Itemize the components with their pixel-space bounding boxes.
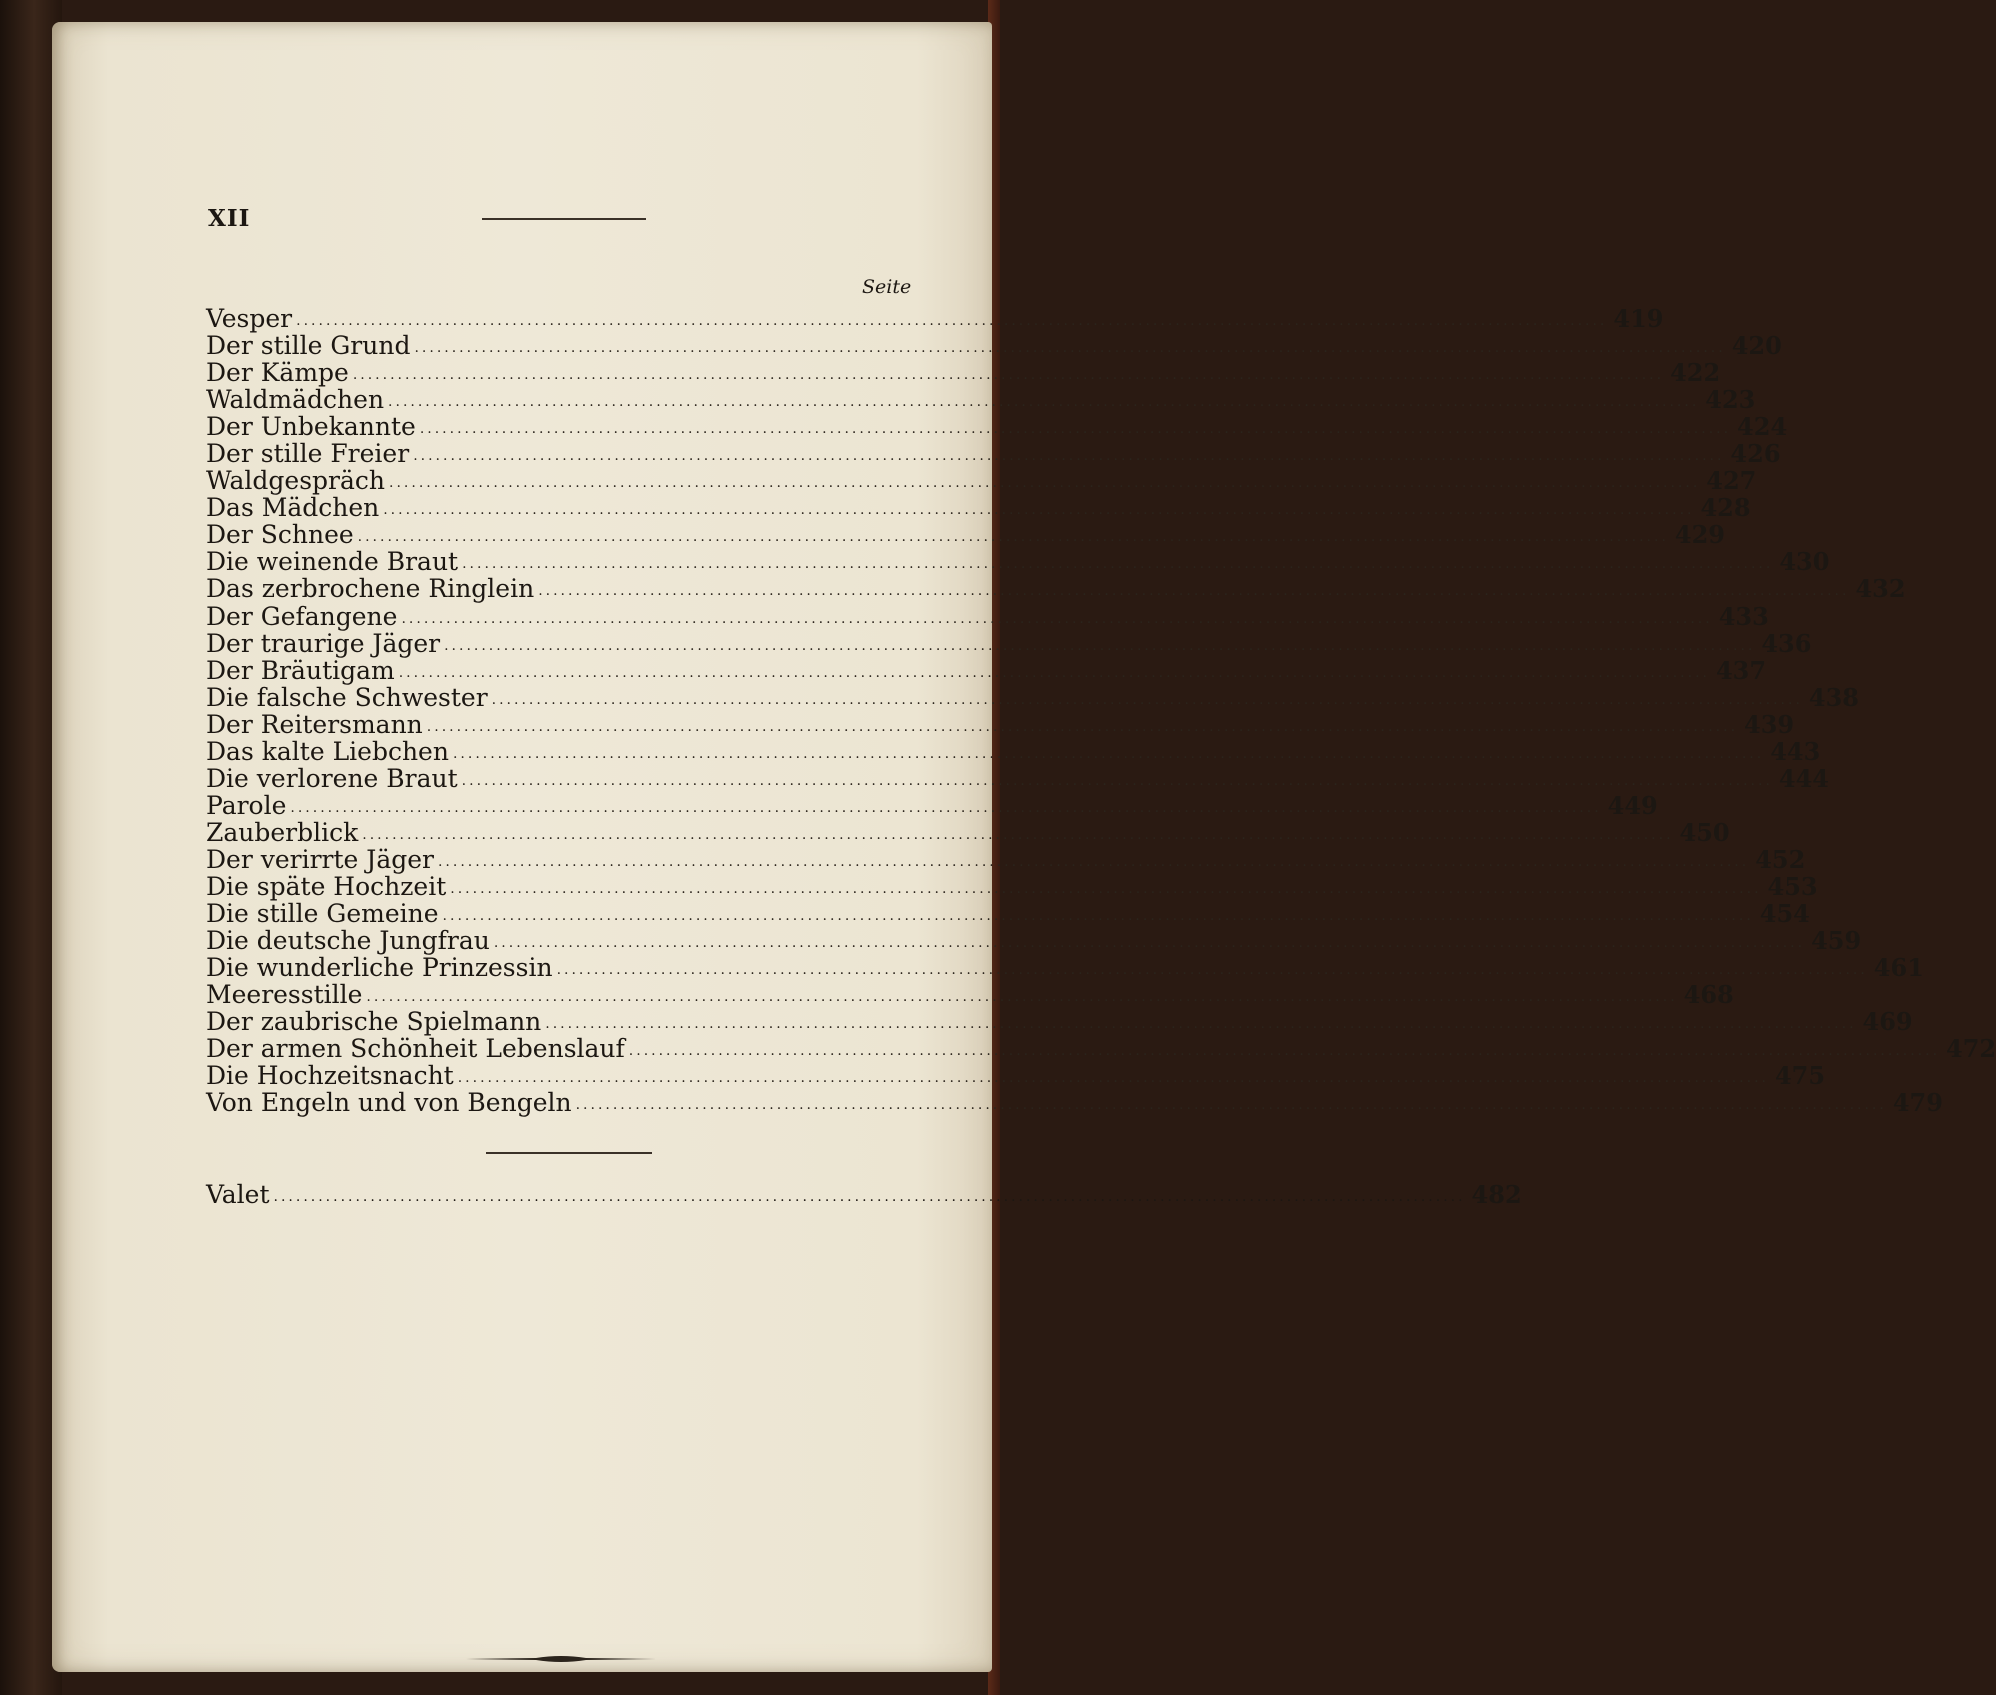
toc-entry-title: Vesper — [206, 304, 293, 333]
toc-entry-page: 449 — [1607, 790, 1658, 820]
end-ornament — [466, 1654, 656, 1664]
toc-entry-page: 422 — [1670, 358, 1721, 388]
toc-final-entry — [206, 1180, 1522, 1209]
toc-entry-title: Der traurige Jäger — [206, 628, 441, 658]
toc-entry-page: 419 — [1613, 304, 1664, 333]
toc-entry-page: 438 — [1808, 682, 1859, 712]
toc-entry-page: 453 — [1767, 871, 1818, 901]
dot-leader — [290, 800, 1601, 816]
toc-entry-page: 452 — [1755, 844, 1806, 874]
dot-leader — [362, 827, 1673, 843]
dot-leader: ................................................................................................................................................................ — [273, 1189, 1466, 1205]
dot-leader — [296, 313, 1607, 329]
toc-entry — [206, 871, 1818, 901]
toc-entry — [206, 736, 1821, 766]
toc-entry-title: Waldgespräch — [206, 466, 386, 496]
toc-entry-page: 433 — [1718, 601, 1769, 631]
toc-entry-title: Die stille Gemeine — [206, 899, 439, 929]
toc-entry-title: Das kalte Liebchen — [206, 736, 449, 766]
dot-leader — [458, 1070, 1769, 1086]
toc-entry-title: Die Hochzeitsnacht — [206, 1061, 454, 1091]
toc-entry-title: Der stille Freier — [206, 439, 410, 469]
toc-entry — [206, 601, 1769, 631]
toc-entry-title: Zauberblick — [206, 817, 359, 847]
toc-entry-title: Der Bräutigam — [206, 655, 395, 685]
toc-entry-page: 454 — [1759, 899, 1810, 929]
toc-entry — [206, 980, 1734, 1010]
toc-entry-title: Der Schnee — [206, 520, 354, 550]
toc-entry — [206, 790, 1658, 820]
toc-entry — [206, 1088, 1943, 1118]
toc-entry-page: 423 — [1705, 385, 1756, 415]
toc-entry-page: 475 — [1774, 1061, 1826, 1091]
dot-leader — [545, 1016, 1856, 1032]
table-of-contents — [206, 304, 1996, 1118]
toc-entry — [206, 520, 1725, 550]
toc-entry — [206, 817, 1730, 847]
toc-entry-page: 461 — [1873, 953, 1924, 983]
running-head-page-number: XII — [208, 205, 251, 232]
toc-entry-title: Parole — [206, 790, 287, 820]
toc-entry-title: Der verirrte Jäger — [206, 844, 434, 874]
dot-leader — [462, 773, 1773, 789]
toc-entry — [206, 412, 1788, 442]
dot-leader — [492, 692, 1803, 708]
toc-entry — [206, 1007, 1913, 1037]
toc-entry — [206, 466, 1757, 496]
toc-entry — [206, 899, 1810, 929]
toc-entry-page: 472 — [1946, 1034, 1996, 1064]
toc-entry — [206, 709, 1795, 739]
dot-leader — [443, 908, 1754, 924]
header-rule — [482, 218, 646, 220]
toc-entry-page: 437 — [1715, 655, 1767, 685]
toc-entry — [206, 682, 1859, 712]
toc-entry — [206, 331, 1782, 361]
page-column-label: Seite — [862, 276, 912, 298]
toc-entry — [206, 1034, 1996, 1064]
toc-entry-title: Die falsche Schwester — [206, 682, 488, 712]
toc-entry-title: Die wunderliche Prinzessin — [206, 953, 553, 983]
toc-entry-title: Valet — [206, 1180, 270, 1209]
toc-entry — [206, 1061, 1826, 1091]
toc-entry-page: 420 — [1731, 331, 1782, 361]
toc-entry-page: 428 — [1700, 493, 1751, 523]
dot-leader — [444, 638, 1755, 654]
toc-entry — [206, 1180, 1522, 1209]
toc-entry-title: Der Gefangene — [206, 601, 398, 631]
dot-leader — [389, 475, 1700, 491]
toc-entry-page: 450 — [1679, 817, 1730, 847]
toc-entry — [206, 358, 1721, 388]
toc-entry — [206, 844, 1806, 874]
toc-entry-title: Der Reitersmann — [206, 709, 423, 739]
toc-entry — [206, 953, 1924, 983]
toc-entry-title: Der stille Grund — [206, 331, 411, 361]
dot-leader — [557, 962, 1868, 978]
toc-entry — [206, 574, 1906, 604]
toc-entry-page: 468 — [1683, 980, 1734, 1010]
toc-entry-page: 430 — [1779, 547, 1830, 577]
dot-leader — [427, 719, 1738, 735]
toc-entry-title: Der armen Schönheit Lebenslauf — [206, 1034, 625, 1064]
section-divider-rule — [486, 1152, 652, 1154]
dot-leader — [399, 665, 1710, 681]
dot-leader — [453, 746, 1764, 762]
toc-entry-page: 439 — [1744, 709, 1795, 739]
dot-leader — [366, 989, 1677, 1005]
dot-leader — [494, 935, 1805, 951]
toc-entry-page: 429 — [1674, 520, 1725, 550]
toc-entry-title: Das zerbrochene Ringlein — [206, 574, 535, 604]
toc-entry-title: Der Unbekannte — [206, 412, 416, 442]
toc-entry-page: 424 — [1737, 412, 1788, 442]
dot-leader — [462, 556, 1773, 572]
toc-entry-page: 443 — [1770, 736, 1821, 766]
dot-leader — [576, 1097, 1887, 1113]
dot-leader — [383, 502, 1694, 518]
toc-entry — [206, 655, 1767, 685]
toc-entry — [206, 385, 1756, 415]
toc-entry — [206, 439, 1781, 469]
toc-entry-title: Meeresstille — [206, 980, 363, 1010]
toc-entry — [206, 304, 1664, 333]
dot-leader — [353, 367, 1664, 383]
toc-entry-page: 436 — [1761, 628, 1812, 658]
dot-leader — [388, 394, 1699, 410]
toc-entry-page: 482 — [1471, 1180, 1522, 1209]
toc-entry — [206, 547, 1830, 577]
toc-entry — [206, 926, 1862, 956]
toc-entry-title: Die weinende Braut — [206, 547, 459, 577]
toc-entry-title: Waldmädchen — [206, 385, 385, 415]
dot-leader — [414, 340, 1725, 356]
toc-entry-page: 444 — [1778, 763, 1830, 793]
toc-entry — [206, 763, 1830, 793]
dot-leader — [420, 421, 1731, 437]
dot-leader — [438, 854, 1749, 870]
toc-entry-title: Die deutsche Jungfrau — [206, 926, 490, 956]
toc-entry-title: Von Engeln und von Bengeln — [206, 1088, 572, 1118]
toc-entry-page: 427 — [1706, 466, 1757, 496]
toc-entry-page: 426 — [1730, 439, 1781, 469]
toc-entry-title: Die späte Hochzeit — [206, 871, 447, 901]
toc-entry-page: 432 — [1855, 574, 1906, 604]
dot-leader — [450, 881, 1761, 897]
dot-leader — [413, 448, 1724, 464]
toc-entry-title: Das Mädchen — [206, 493, 380, 523]
dot-leader — [401, 611, 1712, 627]
toc-entry-title: Der Kämpe — [206, 358, 349, 388]
toc-entry-page: 469 — [1862, 1007, 1913, 1037]
toc-entry-title: Der zaubrische Spielmann — [206, 1007, 542, 1037]
toc-entry-page: 479 — [1892, 1088, 1943, 1118]
dot-leader — [629, 1043, 1940, 1059]
dot-leader — [538, 583, 1849, 599]
toc-entry — [206, 628, 1812, 658]
dot-leader — [358, 529, 1669, 545]
toc-entry-page: 459 — [1811, 926, 1862, 956]
toc-entry — [206, 493, 1751, 523]
toc-entry-title: Die verlorene Braut — [206, 763, 458, 793]
